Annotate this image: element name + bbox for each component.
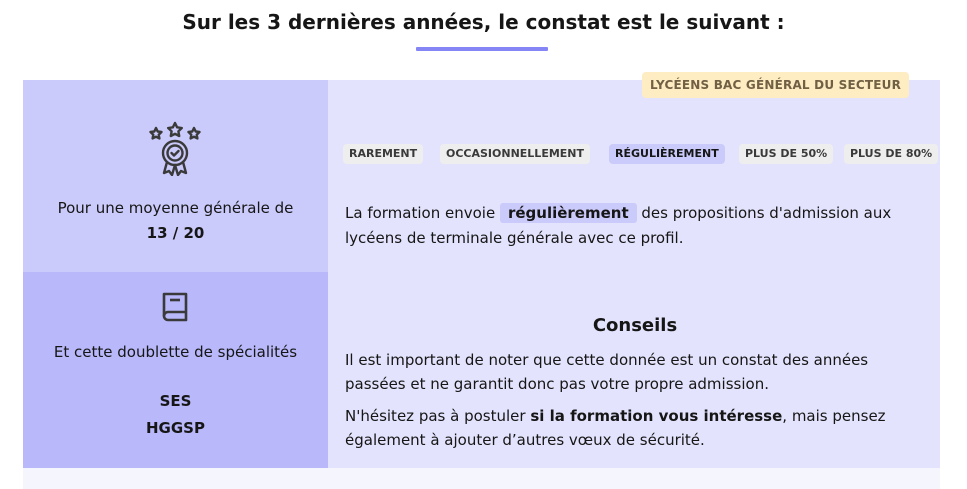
admission-stats-card (23, 80, 940, 468)
average-value: 13 / 20 (146, 224, 205, 242)
result-text-before: La formation envoie (345, 204, 496, 222)
card-footer-strip (23, 468, 940, 489)
title-underline (416, 47, 548, 51)
book-icon (159, 290, 191, 324)
advice-paragraph: Il est important de noter que cette donnée est un constat des années passées et ne garantit donc pas votre propre admission. (345, 351, 869, 393)
award-stars-icon (147, 120, 203, 176)
specialty-item: HGGSP (146, 419, 205, 437)
frequency-tag-rarely: RAREMENT (343, 144, 423, 164)
result-text-after: des propositions d'admission aux lycéens de terminale générale avec ce profil. (345, 204, 892, 247)
profile-average-panel (23, 80, 328, 272)
frequency-tag-over-80: PLUS DE 80% (844, 144, 938, 164)
advice-title: Conseils (592, 315, 678, 336)
page-title: Sur les 3 dernières années, le constat est le suivant : (182, 10, 785, 34)
specialty-item: SES (159, 392, 192, 410)
advice-text: , mais pensez également à ajouter d’autres vœux de sécurité. (345, 407, 886, 449)
result-highlight: régulièrement (500, 203, 637, 223)
result-text (345, 201, 925, 251)
specialties-label: Et cette doublette de spécialités (53, 343, 298, 361)
profile-specialties-panel (23, 272, 328, 468)
average-label: Pour une moyenne générale de (57, 199, 294, 217)
sector-badge: LYCÉENS BAC GÉNÉRAL DU SECTEUR (642, 72, 909, 98)
advice-text: N'hésitez pas à postuler (345, 407, 526, 425)
frequency-tag-regularly-selected: RÉGULIÈREMENT (609, 144, 725, 164)
advice-emphasis: si la formation vous intéresse (530, 407, 783, 425)
frequency-tag-over-50: PLUS DE 50% (739, 144, 833, 164)
advice-paragraph (345, 404, 925, 452)
frequency-tag-occasionally: OCCASIONNELLEMENT (440, 144, 590, 164)
